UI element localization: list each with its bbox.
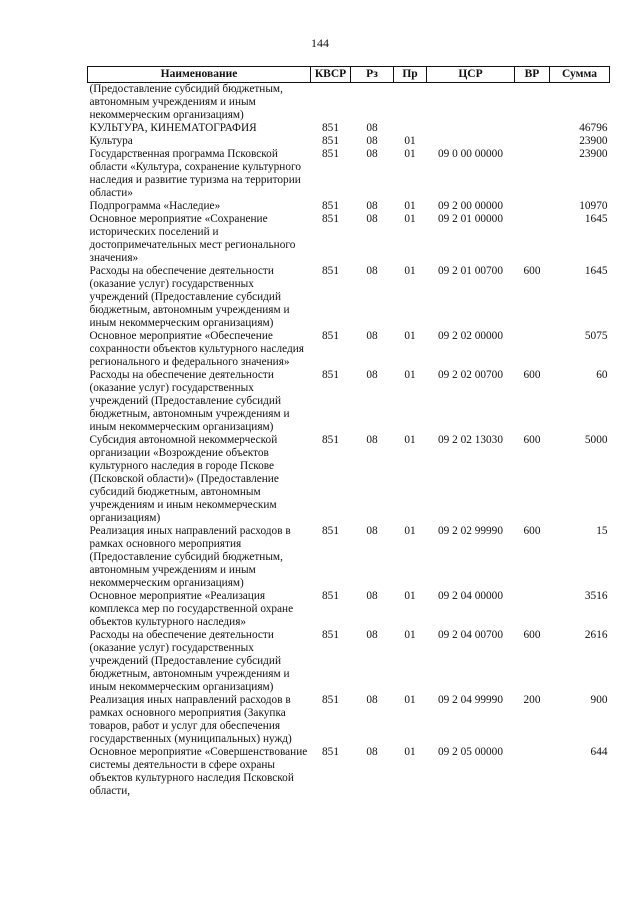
header-pr: Пр xyxy=(394,67,427,83)
cell-rz: 08 xyxy=(366,746,378,758)
cell-vr xyxy=(515,200,550,213)
cell-vr: 600 xyxy=(523,265,541,277)
cell-sum: 900 xyxy=(590,694,608,706)
cell-pr: 01 xyxy=(404,434,416,446)
cell-vr: 200 xyxy=(523,694,541,706)
cell-vr xyxy=(515,330,550,369)
table-row xyxy=(88,122,610,135)
table-row xyxy=(88,746,610,798)
cell-pr: 01 xyxy=(404,694,416,706)
cell-rz: 08 xyxy=(366,148,378,160)
cell-pr: 01 xyxy=(404,135,416,147)
cell-name: КУЛЬТУРА, КИНЕМАТОГРАФИЯ xyxy=(89,122,257,134)
header-name: Наименование xyxy=(88,67,311,83)
header-kvsr: КВСР xyxy=(311,67,351,83)
cell-rz: 08 xyxy=(366,265,378,277)
table-row xyxy=(88,83,610,123)
table-row xyxy=(88,694,610,746)
cell-kvsr: 851 xyxy=(322,200,339,212)
cell-pr xyxy=(394,122,427,135)
cell-kvsr: 851 xyxy=(322,525,339,537)
table-row xyxy=(88,525,610,590)
cell-rz: 08 xyxy=(366,434,378,446)
cell-name: Субсидия автономной некоммерческой организации «Возрождение объектов культурного наследия в городе Пскове (Псковской области)» (Предоставление субсидий бюджетным, автономным учреждениям и иным некоммерческим организациям) xyxy=(89,434,279,524)
cell-pr: 01 xyxy=(404,369,416,381)
cell-name: Основное мероприятие «Реализация комплекса мер по государственной охране объектов культурного наследия» xyxy=(89,590,294,628)
cell-kvsr: 851 xyxy=(322,213,339,225)
cell-pr: 01 xyxy=(404,746,416,758)
cell-rz xyxy=(351,83,394,123)
cell-rz: 08 xyxy=(366,330,378,342)
cell-kvsr: 851 xyxy=(322,746,339,758)
cell-csr xyxy=(427,135,515,148)
cell-kvsr: 851 xyxy=(322,135,339,147)
table-row xyxy=(88,265,610,330)
table-row xyxy=(88,590,610,629)
cell-sum: 2616 xyxy=(584,629,608,641)
cell-csr: 09 2 04 99990 xyxy=(438,694,503,706)
cell-pr: 01 xyxy=(404,330,416,342)
cell-sum: 1645 xyxy=(584,265,608,277)
cell-sum: 3516 xyxy=(584,590,608,602)
header-sum: Сумма xyxy=(550,67,610,83)
cell-name: Основное мероприятие «Сохранение исторических поселений и достопримечательных мест регионального значения» xyxy=(89,213,296,264)
cell-sum: 5000 xyxy=(584,434,608,446)
cell-csr: 09 2 04 00000 xyxy=(438,590,503,602)
cell-rz: 08 xyxy=(366,590,378,602)
cell-csr: 09 2 05 00000 xyxy=(438,746,503,758)
cell-csr: 09 2 02 99990 xyxy=(438,525,503,537)
table-row xyxy=(88,434,610,525)
budget-table xyxy=(87,66,610,798)
header-rz: Рз xyxy=(351,67,394,83)
cell-kvsr: 851 xyxy=(322,434,339,446)
table-row xyxy=(88,135,610,148)
cell-rz: 08 xyxy=(366,135,378,147)
cell-name: Культура xyxy=(89,135,133,147)
cell-pr: 01 xyxy=(404,525,416,537)
cell-kvsr: 851 xyxy=(322,694,339,706)
cell-vr xyxy=(515,590,550,629)
cell-pr xyxy=(394,83,427,123)
cell-vr xyxy=(515,148,550,200)
table-body xyxy=(88,83,610,799)
table-row xyxy=(88,330,610,369)
cell-sum xyxy=(550,83,610,123)
cell-name: Основное мероприятие «Совершенствование системы деятельности в сфере охраны объектов культурного наследия Псковской области, xyxy=(89,746,308,797)
cell-vr: 600 xyxy=(523,629,541,641)
cell-rz: 08 xyxy=(366,694,378,706)
cell-kvsr: 851 xyxy=(322,265,339,277)
cell-pr: 01 xyxy=(404,590,416,602)
cell-name: Подпрограмма «Наследие» xyxy=(89,200,221,212)
cell-vr xyxy=(515,213,550,265)
cell-rz: 08 xyxy=(366,525,378,537)
cell-vr xyxy=(515,135,550,148)
cell-csr: 09 2 01 00000 xyxy=(438,213,503,225)
cell-rz: 08 xyxy=(366,213,378,225)
cell-vr xyxy=(515,746,550,798)
cell-rz: 08 xyxy=(366,369,378,381)
cell-csr: 09 2 04 00700 xyxy=(438,629,503,641)
cell-vr: 600 xyxy=(523,369,541,381)
cell-vr: 600 xyxy=(523,525,541,537)
table-row xyxy=(88,369,610,434)
cell-kvsr: 851 xyxy=(322,590,339,602)
cell-sum: 644 xyxy=(590,746,608,758)
cell-csr xyxy=(427,83,515,123)
cell-sum: 23900 xyxy=(579,135,608,147)
page-number: 144 xyxy=(311,36,329,50)
cell-sum: 1645 xyxy=(584,213,608,225)
cell-vr: 600 xyxy=(523,434,541,446)
table-row xyxy=(88,213,610,265)
cell-sum: 5075 xyxy=(584,330,608,342)
cell-sum: 23900 xyxy=(579,148,608,160)
cell-pr: 01 xyxy=(404,213,416,225)
cell-kvsr: 851 xyxy=(322,629,339,641)
cell-name: Расходы на обеспечение деятельности (оказание услуг) государственных учреждений (Предоставление субсидий бюджетным, автономным учреждениям и иным некоммерческим организациям) xyxy=(89,265,290,329)
cell-kvsr: 851 xyxy=(322,330,339,342)
cell-kvsr: 851 xyxy=(322,122,339,134)
cell-name: Реализация иных направлений расходов в рамках основного мероприятия (Предоставление субсидий бюджетным, автономным учреждениям и иным некоммерческим организациям) xyxy=(89,525,291,589)
cell-csr: 09 2 02 00700 xyxy=(438,369,503,381)
cell-vr xyxy=(515,122,550,135)
table-header-row xyxy=(88,67,610,83)
cell-rz: 08 xyxy=(366,122,378,134)
cell-csr xyxy=(427,122,515,135)
cell-csr: 09 2 00 00000 xyxy=(438,200,503,212)
cell-rz: 08 xyxy=(366,629,378,641)
cell-name: Основное мероприятие «Обеспечение сохранности объектов культурного наследия регионального и федерального значения» xyxy=(89,330,304,368)
cell-name: (Предоставление субсидий бюджетным, автономным учреждениям и иным некоммерческим организациям) xyxy=(89,83,283,121)
cell-pr: 01 xyxy=(404,265,416,277)
cell-sum: 60 xyxy=(596,369,608,381)
cell-vr xyxy=(515,83,550,123)
cell-sum: 46796 xyxy=(579,122,608,134)
cell-sum: 15 xyxy=(596,525,608,537)
table-row xyxy=(88,200,610,213)
cell-name: Государственная программа Псковской области «Культура, сохранение культурного наследия и развитие туризма на территории области» xyxy=(89,148,301,199)
cell-name: Реализация иных направлений расходов в рамках основного мероприятия (Закупка товаров, работ и услуг для обеспечения государственных (муниципальных) нужд) xyxy=(89,694,292,745)
cell-csr: 09 2 02 13030 xyxy=(438,434,503,446)
header-vr: ВР xyxy=(515,67,550,83)
cell-kvsr xyxy=(311,83,351,123)
table-row xyxy=(88,148,610,200)
cell-kvsr: 851 xyxy=(322,369,339,381)
cell-pr: 01 xyxy=(404,629,416,641)
cell-rz: 08 xyxy=(366,200,378,212)
cell-csr: 09 2 02 00000 xyxy=(438,330,503,342)
cell-name: Расходы на обеспечение деятельности (оказание услуг) государственных учреждений (Предоставление субсидий бюджетным, автономным учреждениям и иным некоммерческим организациям) xyxy=(89,629,290,693)
cell-sum: 10970 xyxy=(579,200,608,212)
table-row xyxy=(88,629,610,694)
header-csr: ЦСР xyxy=(427,67,515,83)
cell-csr: 09 0 00 00000 xyxy=(438,148,503,160)
cell-kvsr: 851 xyxy=(322,148,339,160)
cell-name: Расходы на обеспечение деятельности (оказание услуг) государственных учреждений (Предоставление субсидий бюджетным, автономным учреждениям и иным некоммерческим организациям) xyxy=(89,369,290,433)
cell-pr: 01 xyxy=(404,200,416,212)
cell-pr: 01 xyxy=(404,148,416,160)
cell-csr: 09 2 01 00700 xyxy=(438,265,503,277)
